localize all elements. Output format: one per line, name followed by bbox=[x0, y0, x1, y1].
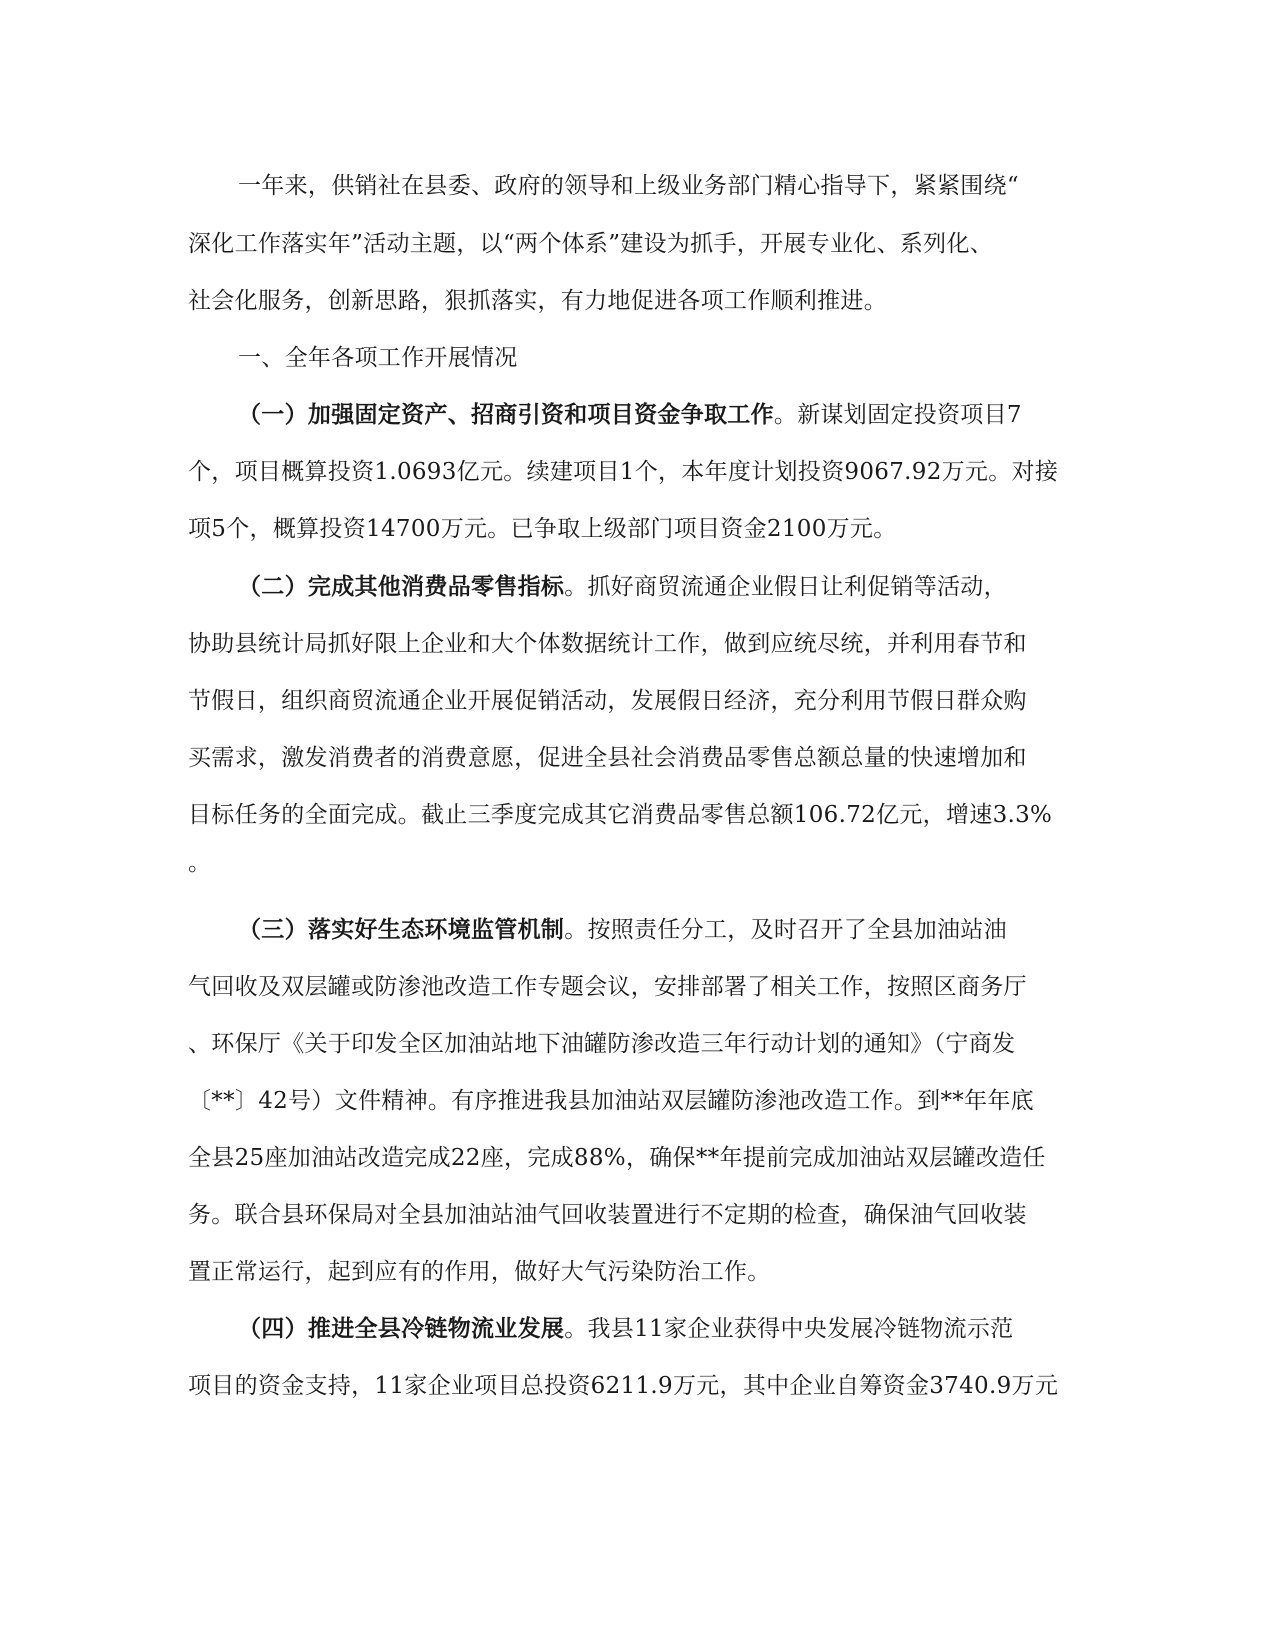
item2-first-rest: 。抓好商贸流通企业假日让利促销等活动， bbox=[564, 574, 1007, 600]
item3-title: （三）落实好生态环境监管机制 bbox=[238, 916, 565, 943]
item1-title: （一）加强固定资产、招商引资和项目资金争取工作 bbox=[238, 401, 774, 428]
item4-title: （四）推进全县冷链物流业发展 bbox=[238, 1315, 565, 1342]
item1-first-line bbox=[238, 399, 1138, 431]
item3-line-3: 、环保厅《关于印发全区加油站地下油罐防渗改造三年行动计划的通知》（宁商发 bbox=[188, 1031, 1016, 1057]
item2-line-3: 节假日，组织商贸流通企业开展促销活动，发展假日经济，充分利用节假日群众购 bbox=[188, 688, 1027, 714]
item3-first-line bbox=[238, 914, 1138, 946]
item3-first-rest: 。按照责任分工，及时召开了全县加油站油 bbox=[564, 917, 1007, 943]
intro-line-1: 一年来，供销社在县委、政府的领导和上级业务部门精心指导下，紧紧围绕“ bbox=[238, 173, 1019, 199]
item1-line-2: 个，项目概算投资1.0693亿元。续建项目1个，本年度计划投资9067.92万元。对接 bbox=[188, 459, 1059, 485]
item4-first-rest: 。我县11家企业获得中央发展冷链物流示范 bbox=[564, 1316, 1014, 1342]
intro-line-2: 深化工作落实年”活动主题，以“两个体系”建设为抓手，开展专业化、系列化、 bbox=[188, 231, 994, 257]
item2-line-4: 买需求，激发消费者的消费意愿，促进全县社会消费品零售总额总量的快速增加和 bbox=[188, 745, 1027, 771]
item3-line-7: 置正常运行，起到应有的作用，做好大气污染防治工作。 bbox=[188, 1259, 771, 1285]
item2-line-6: 。 bbox=[188, 850, 212, 876]
section-heading: 一、全年各项工作开展情况 bbox=[238, 345, 518, 371]
item4-first-line bbox=[238, 1313, 1138, 1345]
item2-title: （二）完成其他消费品零售指标 bbox=[238, 573, 565, 600]
item2-first-line bbox=[238, 571, 1138, 603]
item3-line-6: 务。联合县环保局对全县加油站油气回收装置进行不定期的检查，确保油气回收装 bbox=[188, 1202, 1027, 1228]
item2-line-5: 目标任务的全面完成。截止三季度完成其它消费品零售总额106.72亿元，增速3.3% bbox=[188, 802, 1053, 828]
intro-line-3: 社会化服务，创新思路，狠抓落实，有力地促进各项工作顺利推进。 bbox=[188, 288, 887, 314]
item1-line-3: 项5个，概算投资14700万元。已争取上级部门项目资金2100万元。 bbox=[188, 516, 897, 542]
item3-line-5: 全县25座加油站改造完成22座，完成88%，确保**年提前完成加油站双层罐改造任 bbox=[188, 1145, 1046, 1171]
item2-line-2: 协助县统计局抓好限上企业和大个体数据统计工作，做到应统尽统，并利用春节和 bbox=[188, 631, 1027, 657]
item1-first-rest: 。新谋划固定投资项目7 bbox=[773, 402, 1022, 428]
item3-line-4: 〔**〕42号）文件精神。有序推进我县加油站双层罐防渗池改造工作。到**年年底 bbox=[188, 1088, 1034, 1114]
item3-line-2: 气回收及双层罐或防渗池改造工作专题会议，安排部署了相关工作，按照区商务厅 bbox=[188, 974, 1027, 1000]
item4-line-2: 项目的资金支持，11家企业项目总投资6211.9万元，其中企业自筹资金3740.9万元 bbox=[188, 1373, 1059, 1399]
